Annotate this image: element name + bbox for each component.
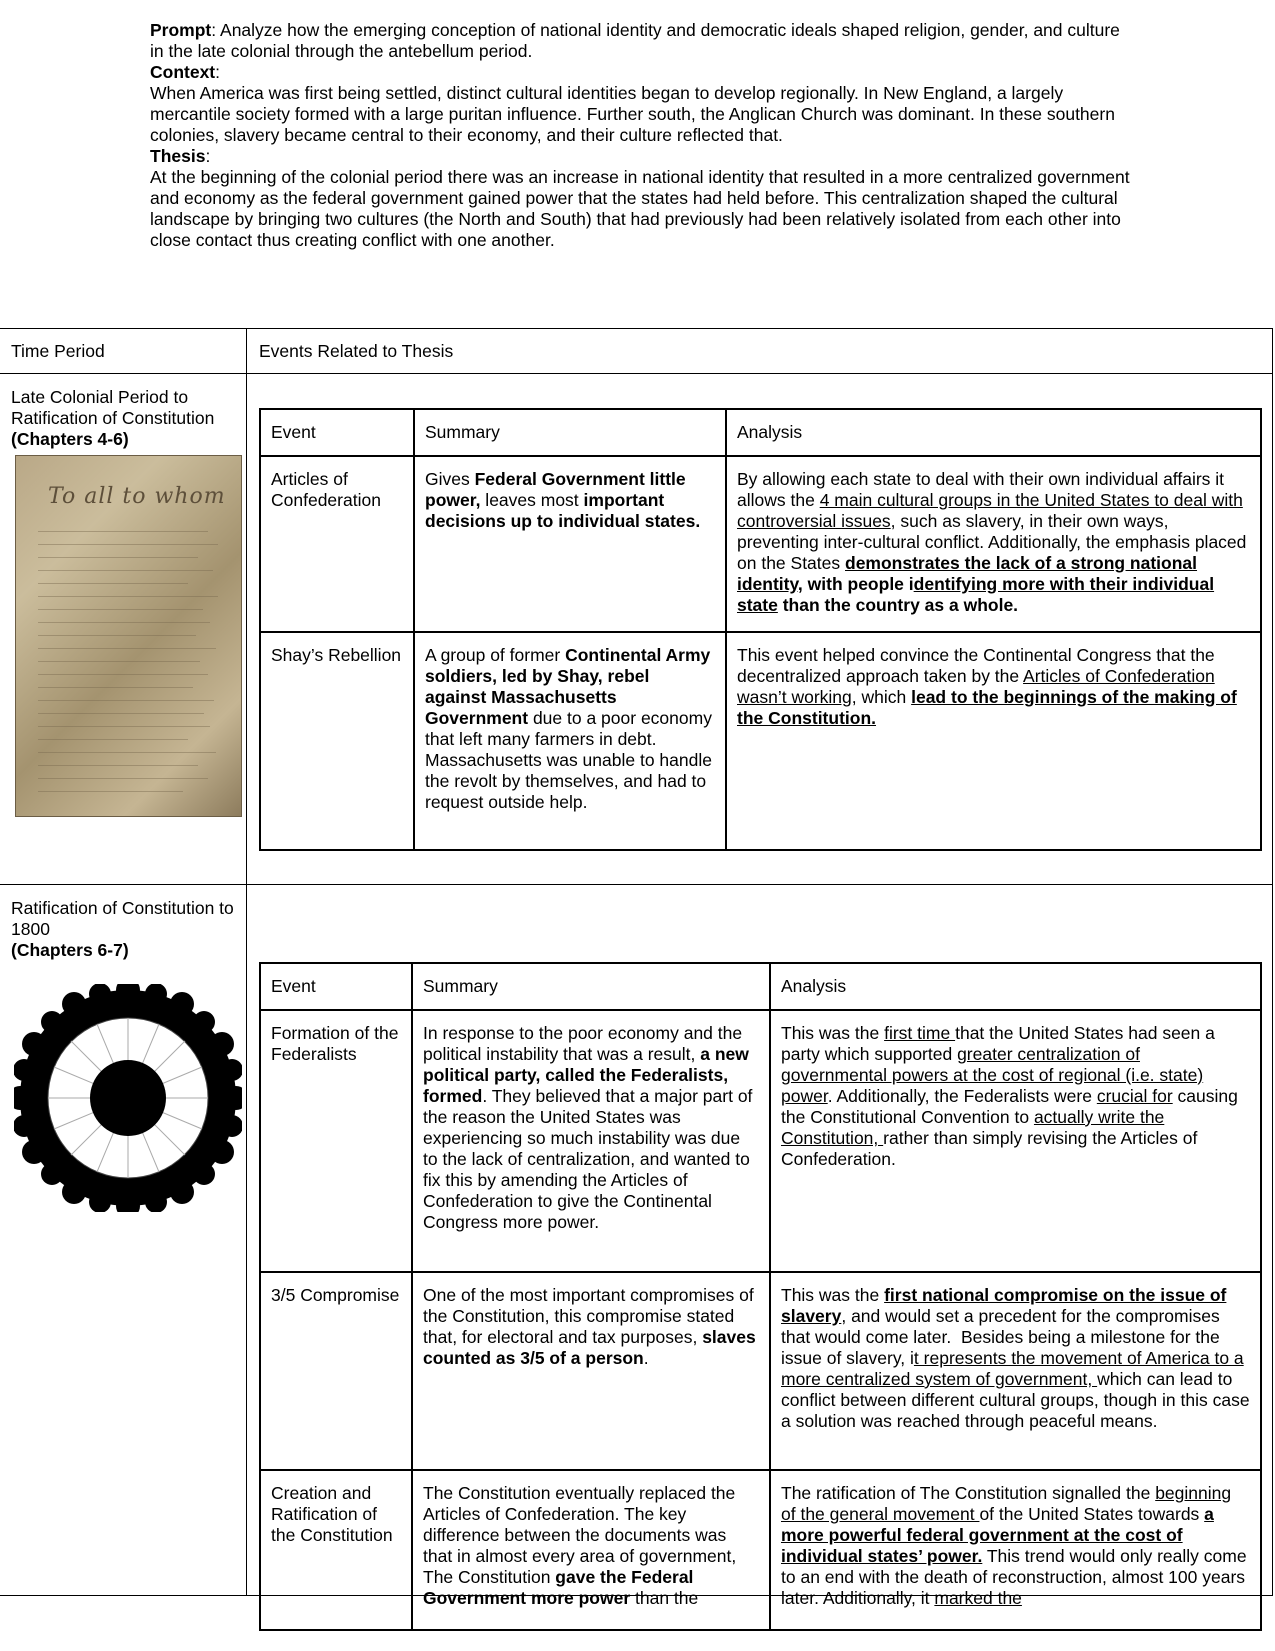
summary-cell: In response to the poor economy and the political instability that was a result, a new political party, called the Federalists, formed. They believed that a major part of the reason the United States was experiencing so much instability was due to the lack of centralization, and wanted to fix this by amending the Articles of Confederation to give the Continental Congress more power.: [412, 1010, 770, 1272]
prompt-paragraph: Prompt: Analyze how the emerging conception of national identity and democratic ideals shaped religion, gender, and culture in the late colonial through the antebellum period.: [150, 20, 1120, 61]
analysis-cell: This was the first time that the United States had seen a party which supported greater centralization of governmental powers at the cost of regional (i.e. state) power. Additionally, the Federalists were crucial for causing the Constitutional Convention to actually write the Constitution, rather than simply revising the Articles of Confederation.: [770, 1010, 1261, 1272]
table-row: [260, 1272, 1261, 1470]
table-row: [260, 1010, 1261, 1272]
outer-header-bottom-border: [0, 373, 1273, 374]
outer-row1-bottom-border: [0, 884, 1273, 885]
document-heading-script: To all to whom: [48, 484, 226, 509]
period1-title: Late Colonial Period to Ratification of Constitution: [11, 387, 215, 428]
period1-events-table: [259, 408, 1262, 851]
events-header: Events Related to Thesis: [259, 341, 454, 361]
thesis-label: Thesis: [150, 146, 206, 166]
summary-header: Summary: [414, 409, 726, 456]
time-period-header: Time Period: [11, 341, 105, 361]
context-label: Context: [150, 62, 216, 82]
event-cell: Shay’s Rebellion: [260, 632, 414, 850]
outer-right-border: [1272, 328, 1273, 1596]
context-label-line: Context:: [150, 62, 221, 82]
analysis-cell: By allowing each state to deal with their own individual affairs it allows the 4 main cultural groups in the United States to deal with controversial issues, such as slavery, in their own ways, preventing inter-cultural conflict. Additionally, the emphasis placed on the States demonstrates the lack of a strong national identity, with people identifying more with their individual state than the country as a whole.: [726, 456, 1261, 632]
analysis-cell: This event helped convince the Continental Congress that the decentralized approach taken by the Articles of Confederation wasn’t working, which lead to the beginnings of the making of the Constitution.: [726, 632, 1261, 850]
table-row: [260, 456, 1261, 632]
event-cell: 3/5 Compromise: [260, 1272, 412, 1470]
context-text: When America was first being settled, distinct cultural identities began to develop regionally. In New England, a largely mercantile society formed with a large puritan influence. Further south, the Anglican Church was dominant. In these southern colonies, slavery became central to their economy, and their culture reflected that.: [150, 83, 1115, 145]
event-cell: Creation and Ratification of the Constitution: [260, 1470, 412, 1630]
period1-label: [11, 387, 241, 450]
cockade-center: [90, 1060, 166, 1136]
intro-section: [150, 20, 1130, 251]
thesis-label-line: Thesis:: [150, 146, 211, 166]
period1-chapters: (Chapters 4-6): [11, 429, 129, 449]
event-cell: Formation of the Federalists: [260, 1010, 412, 1272]
analysis-cell: The ratification of The Constitution signalled the beginning of the general movement of the United States towards a more powerful federal government at the cost of individual states’ power. This trend would only really come to an end with the death of reconstruction, almost 100 years later. Additionally, it marked the: [770, 1470, 1261, 1630]
table-row: [260, 1470, 1261, 1630]
event-cell: Articles of Confederation: [260, 456, 414, 632]
period2-events-table: [259, 962, 1262, 1631]
summary-cell: The Constitution eventually replaced the Articles of Confederation. The key difference between the documents was that in almost every area of government, The Constitution gave the Federal Government more power than the: [412, 1470, 770, 1630]
analysis-cell: This was the first national compromise on the issue of slavery, and would set a precedent for the compromises that would come later. Besides being a milestone for the issue of slavery, it represents the movement of America to a more centralized system of government, which can lead to conflict between different cultural groups, though in this case a solution was reached through peaceful means.: [770, 1272, 1261, 1470]
prompt-text: Analyze how the emerging conception of national identity and democratic ideals shaped religion, gender, and culture in the late colonial through the antebellum period.: [150, 20, 1120, 61]
table-row: [260, 632, 1261, 850]
analysis-header: Analysis: [726, 409, 1261, 456]
summary-header: Summary: [412, 963, 770, 1010]
period2-label: [11, 898, 241, 961]
outer-col-divider: [246, 328, 247, 1596]
articles-document-image: [15, 455, 242, 817]
summary-cell: One of the most important compromises of the Constitution, this compromise stated that, for electoral and tax purposes, slaves counted as 3/5 of a person.: [412, 1272, 770, 1470]
event-header: Event: [260, 409, 414, 456]
period2-title: Ratification of Constitution to 1800: [11, 898, 234, 939]
period2-chapters: (Chapters 6-7): [11, 940, 129, 960]
summary-cell: Gives Federal Government little power, leaves most important decisions up to individual states.: [414, 456, 726, 632]
analysis-header: Analysis: [770, 963, 1261, 1010]
thesis-text: At the beginning of the colonial period there was an increase in national identity that resulted in a more centralized government and economy as the federal government gained power that the states had held before. This centralization shaped the cultural landscape by bringing two cultures (the North and South) that had previously had been relatively isolated from each other into close contact thus creating conflict with one another.: [150, 167, 1130, 250]
event-header: Event: [260, 963, 412, 1010]
outer-table-top-border: [0, 328, 1273, 329]
federalist-cockade-image: [14, 984, 242, 1212]
summary-cell: A group of former Continental Army soldiers, led by Shay, rebel against Massachusetts Government due to a poor economy that left many farmers in debt. Massachusetts was unable to handle the revolt by themselves, and had to request outside help.: [414, 632, 726, 850]
prompt-label: Prompt: [150, 20, 212, 40]
